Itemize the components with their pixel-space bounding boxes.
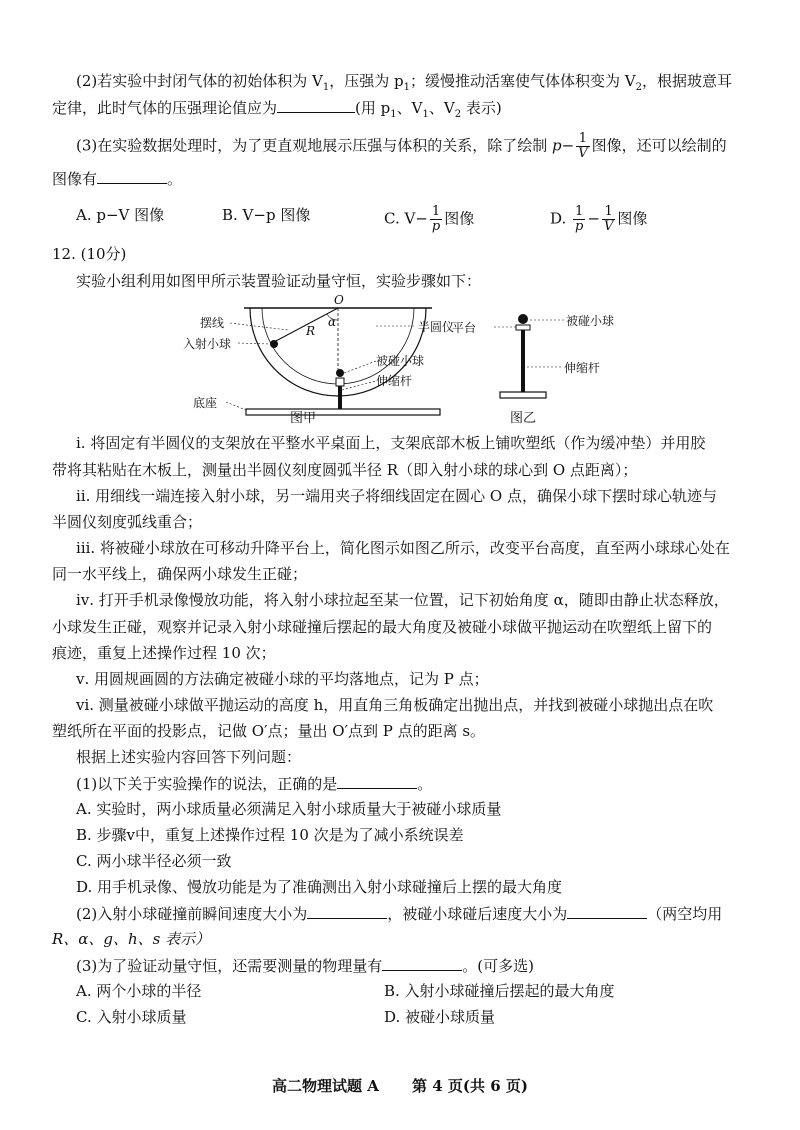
text: C. V− <box>384 209 428 228</box>
step-line: ⅵ. 测量被碰小球做平抛运动的高度 h，用直角三角板确定出抛出点，并找到被碰小球抛出点在吹 <box>76 696 714 714</box>
q12-sub1-option-b[interactable]: B. 步骤ⅴ中，重复上述操作过程 10 次是为了减小系统误差 <box>76 826 464 844</box>
text: ，根据玻意耳 <box>641 72 732 90</box>
text: (1)以下关于实验操作的说法，正确的是 <box>76 775 338 793</box>
q11-part2-line1: (2)若实验中封闭气体的初始体积为 $V_1$，压强为 $p_1$；缓慢推动活塞使气体体积变为 $V_2$，根据玻意耳 <box>76 72 732 93</box>
label-shensuogan-yi: 伸缩杆 <box>564 361 601 375</box>
q11-part2-line2: 定律，此时气体的压强理论值应为 (用 $p_1$、$V_1$、$V_2$ 表示) <box>52 99 502 120</box>
q12-sub3-option-a[interactable]: A. 两个小球的半径 <box>76 982 202 1000</box>
answer-blank[interactable] <box>567 903 647 919</box>
leader-line <box>238 343 270 344</box>
text: (2)若实验中封闭气体的初始体积为 V <box>76 72 323 90</box>
text: 。 <box>167 170 183 188</box>
telescoping-rod <box>338 386 342 409</box>
step-line: 痕迹，重复上述操作过程 10 次； <box>52 644 276 662</box>
leader-line <box>230 323 288 330</box>
q12-intro: 实验小组利用如图甲所示装置验证动量守恒，实验步骤如下： <box>76 272 482 290</box>
q12-sub3 <box>76 955 534 976</box>
leader-line <box>344 361 376 373</box>
q11-part3-line2 <box>52 168 182 189</box>
step-line: 同一水平线上，确保两小球发生正碰； <box>52 565 308 583</box>
label-O: O <box>334 293 344 307</box>
text: （两空均用 <box>647 905 723 923</box>
q12-sub1-option-c[interactable]: C. 两小球半径必须一致 <box>76 852 232 870</box>
figure-yi-caption: 图乙 <box>510 411 537 426</box>
fraction-1-over-V: $\frac{1}{V}$ <box>603 204 614 234</box>
q12-sub1-option-a[interactable]: A. 实验时，两小球质量必须满足入射小球质量大于被碰小球质量 <box>76 800 502 818</box>
text: ；缓慢推动活塞使气体体积变为 V <box>409 72 636 90</box>
step-line: ⅳ. 打开手机录像慢放功能，将入射小球拉起至某一位置，记下初始角度 α，随即由静止状态释放， <box>76 591 729 609</box>
leader-line <box>226 402 246 410</box>
footer-title: 高二物理试题 A <box>272 1077 379 1095</box>
text: (3)在实验数据处理时，为了更直观地展示压强与体积的关系，除了绘制 <box>76 136 553 155</box>
fraction-1-over-V: $\frac{1}{V}$ <box>578 131 588 161</box>
leader-line <box>342 381 376 390</box>
footer-page-number: 第 4 页(共 6 页) <box>412 1077 528 1095</box>
q11-option-a[interactable]: A. p−V 图像 <box>76 206 165 224</box>
q12-sub1-option-d[interactable]: D. 用手机录像、慢放功能是为了准确测出入射小球碰撞后上摆的最大角度 <box>76 878 563 896</box>
answer-blank[interactable] <box>277 97 355 113</box>
label-alpha: α <box>328 315 337 329</box>
step-line: 半圆仪刻度弧线重合； <box>52 513 203 531</box>
label-pingtai: 平台 <box>452 321 477 335</box>
base <box>500 392 546 398</box>
q12-sub3-option-d[interactable]: D. 被碰小球质量 <box>384 1008 496 1026</box>
q11-part3-line1: (3)在实验数据处理时，为了更直观地展示压强与体积的关系，除了绘制 p− $\frac{1}{V}$ 图像，还可以绘制的 <box>76 131 727 161</box>
q11-option-b[interactable]: B. V−p 图像 <box>222 206 311 224</box>
step-line: 塑纸所在平面的投影点，记做 O′点；量出 O′点到 P 点的距离 s。 <box>52 722 486 740</box>
text: (3)为了验证动量守恒，还需要测量的物理量有 <box>76 957 383 975</box>
answer-blank[interactable] <box>382 955 462 971</box>
label-beipeng-jia: 被碰小球 <box>376 354 425 368</box>
step-line: ⅱ. 用细线一端连接入射小球，另一端用夹子将细线固定在圆心 O 点，确保小球下摆时球心轨迹与 <box>76 487 717 505</box>
label-banyuanyi: 半圆仪 <box>418 320 455 334</box>
text: 图像 <box>444 209 475 228</box>
text: ，压强为 p <box>329 72 404 90</box>
q12-header: 12. (10分) <box>52 245 127 263</box>
telescoping-rod <box>521 330 525 392</box>
text: 定律，此时气体的压强理论值应为 <box>52 99 278 117</box>
text: 。(可多选) <box>462 957 534 975</box>
label-R: R <box>306 324 316 338</box>
text: D. <box>550 209 572 228</box>
text: 。 <box>417 775 433 793</box>
incident-ball <box>270 340 278 348</box>
fraction-1-over-p: $\frac{1}{p}$ <box>575 204 584 234</box>
text: 图像有 <box>52 170 98 188</box>
text: (用 p <box>355 99 391 117</box>
text: 图像 <box>617 209 648 228</box>
label-rushe: 入射小球 <box>183 337 232 351</box>
fraction-1-over-p: $\frac{1}{p}$ <box>431 204 441 234</box>
text: 表示) <box>461 99 502 117</box>
step-line: 带将其粘贴在木板上，测量出半圆仪刻度圆弧半径 R（即入射小球的球心到 O 点距离）； <box>52 461 638 479</box>
step-line: ⅴ. 用圆规画圆的方法确定被碰小球的平均落地点，记为 P 点； <box>76 670 489 688</box>
struck-ball <box>336 369 344 377</box>
step-line: ⅰ. 将固定有半圆仪的支架放在平整水平桌面上，支架底部木板上铺吹塑纸（作为缓冲垫）并用胶 <box>76 434 706 452</box>
base-plate <box>246 409 440 415</box>
step-line: 小球发生正碰，观察并记录入射小球碰撞后摆起的最大角度及被碰小球做平抛运动在吹塑纸上留下的 <box>52 618 713 636</box>
q12-sub3-option-b[interactable]: B. 入射小球碰撞后摆起的最大角度 <box>384 982 615 1000</box>
step-line: ⅲ. 将被碰小球放在可移动升降平台上，简化图示如图乙所示，改变平台高度，直至两小球球心处在 <box>76 539 730 557</box>
q12-prompt: 根据上述实验内容回答下列问题： <box>76 748 302 766</box>
label-beipeng-yi: 被碰小球 <box>566 314 615 328</box>
label-shensuogan-jia: 伸缩杆 <box>376 374 413 388</box>
platform <box>516 325 530 330</box>
answer-blank[interactable] <box>307 903 387 919</box>
struck-ball <box>518 314 528 324</box>
q12-sub2-line2: R、α、g、h、s 表示） <box>52 930 211 948</box>
text: (2)入射小球碰撞前瞬间速度大小为 <box>76 905 308 923</box>
q12-sub3-option-c[interactable]: C. 入射小球质量 <box>76 1008 187 1026</box>
q11-option-c[interactable] <box>384 205 474 234</box>
q11-option-d[interactable]: D. $\frac{1}{p}$ − $\frac{1}{V}$ 图像 <box>550 204 648 234</box>
answer-blank[interactable] <box>337 773 417 789</box>
answer-blank[interactable] <box>97 168 167 184</box>
text: ，被碰小球碰后速度大小为 <box>387 905 568 923</box>
q12-sub2-line1 <box>76 903 722 924</box>
figure-jia-caption: 图甲 <box>290 411 317 426</box>
q12-sub1 <box>76 773 432 794</box>
label-baixian: 摆线 <box>200 316 225 330</box>
text: 、V <box>396 99 423 117</box>
label-dizuo: 底座 <box>193 396 218 410</box>
text: 、V <box>428 99 455 117</box>
text: 图像，还可以绘制的 <box>591 136 727 155</box>
rod-top <box>336 378 344 386</box>
